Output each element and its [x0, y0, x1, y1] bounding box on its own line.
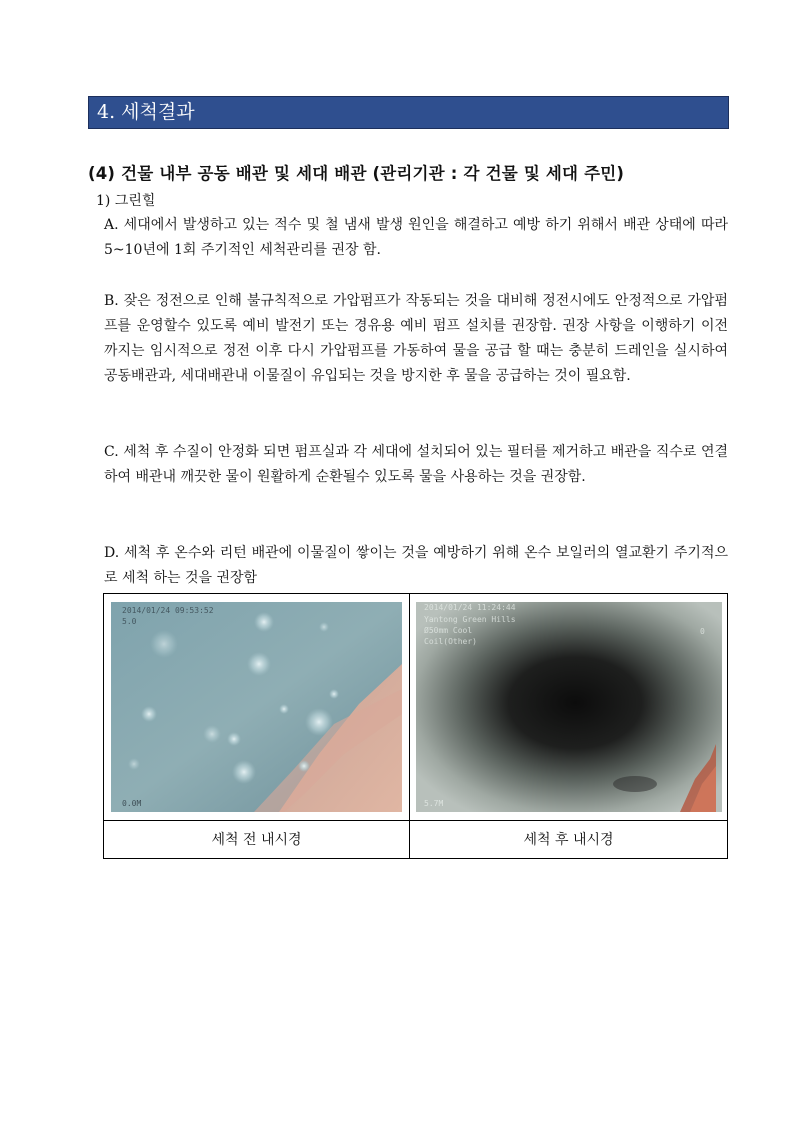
item-label: 1) 그린힐 [96, 193, 156, 209]
endoscope-photo-before [104, 594, 409, 820]
section-title: 4. 세척결과 [88, 96, 729, 129]
overlay-line-2-after: Ø50mm Cool [424, 626, 473, 635]
overlay-timestamp-after: 2014/01/24 11:24:44 [424, 603, 516, 612]
overlay-line-3-after: Coil(Other) [424, 637, 477, 646]
photo-cell-before [104, 594, 410, 820]
paragraph-b: B. 잦은 정전으로 인해 불규칙적으로 가압펌프가 작동되는 것을 대비해 정전시에도 안정적으로 가압펌프를 운영할수 있도록 예비 발전기 또는 경유용 예비 펌프 설치를 권장함. 권장 사항을 이행하기 이전 까지는 임시적으로 정전 이후 다시 가압펌프를 가동하여 물을 공급 할 때는 충분히 드레인을 실시하여 공동배관과, 세대배관내 이물질이 유입되는 것을 방지한 후 물을 공급하는 것이 필요함. [104, 293, 728, 384]
overlay-side-before: 5.0 [122, 617, 137, 626]
overlay-timestamp-before: 2014/01/24 09:53:52 [122, 606, 214, 615]
photo-table [103, 593, 728, 859]
photo-cell-after [410, 594, 727, 820]
caption-after: 세척 후 내시경 [523, 832, 614, 848]
paragraph-d: D. 세척 후 온수와 리턴 배관에 이물질이 쌓이는 것을 예방하기 위해 온수 보일러의 열교환기 주기적으로 세척 하는 것을 권장함 [104, 545, 728, 586]
caption-before: 세척 전 내시경 [104, 821, 410, 859]
overlay-side-after: 0 [700, 627, 705, 636]
subsection-title: (4) 건물 내부 공동 배관 및 세대 배관 (관리기관 : 각 건물 및 세대 주민) [88, 164, 625, 183]
caption-row [104, 820, 727, 859]
paragraph-c: C. 세척 후 수질이 안정화 되면 펌프실과 각 세대에 설치되어 있는 필터를 제거하고 배관을 직수로 연결하여 배관내 깨끗한 물이 원활하게 순환될수 있도록 물을 사용하는 것을 권장함. [104, 444, 728, 485]
overlay-distance-after: 5.7M [424, 799, 444, 808]
paragraph-a: A. 세대에서 발생하고 있는 적수 및 철 냄새 발생 원인을 해결하고 예방 하기 위해서 배관 상태에 따라 5~10년에 1회 주기적인 세척관리를 권장 함. [104, 217, 728, 258]
overlay-line-1-after: Yantong Green Hills [424, 615, 516, 624]
endoscope-photo-after [410, 594, 727, 820]
overlay-distance-before: 0.0M [122, 799, 142, 808]
